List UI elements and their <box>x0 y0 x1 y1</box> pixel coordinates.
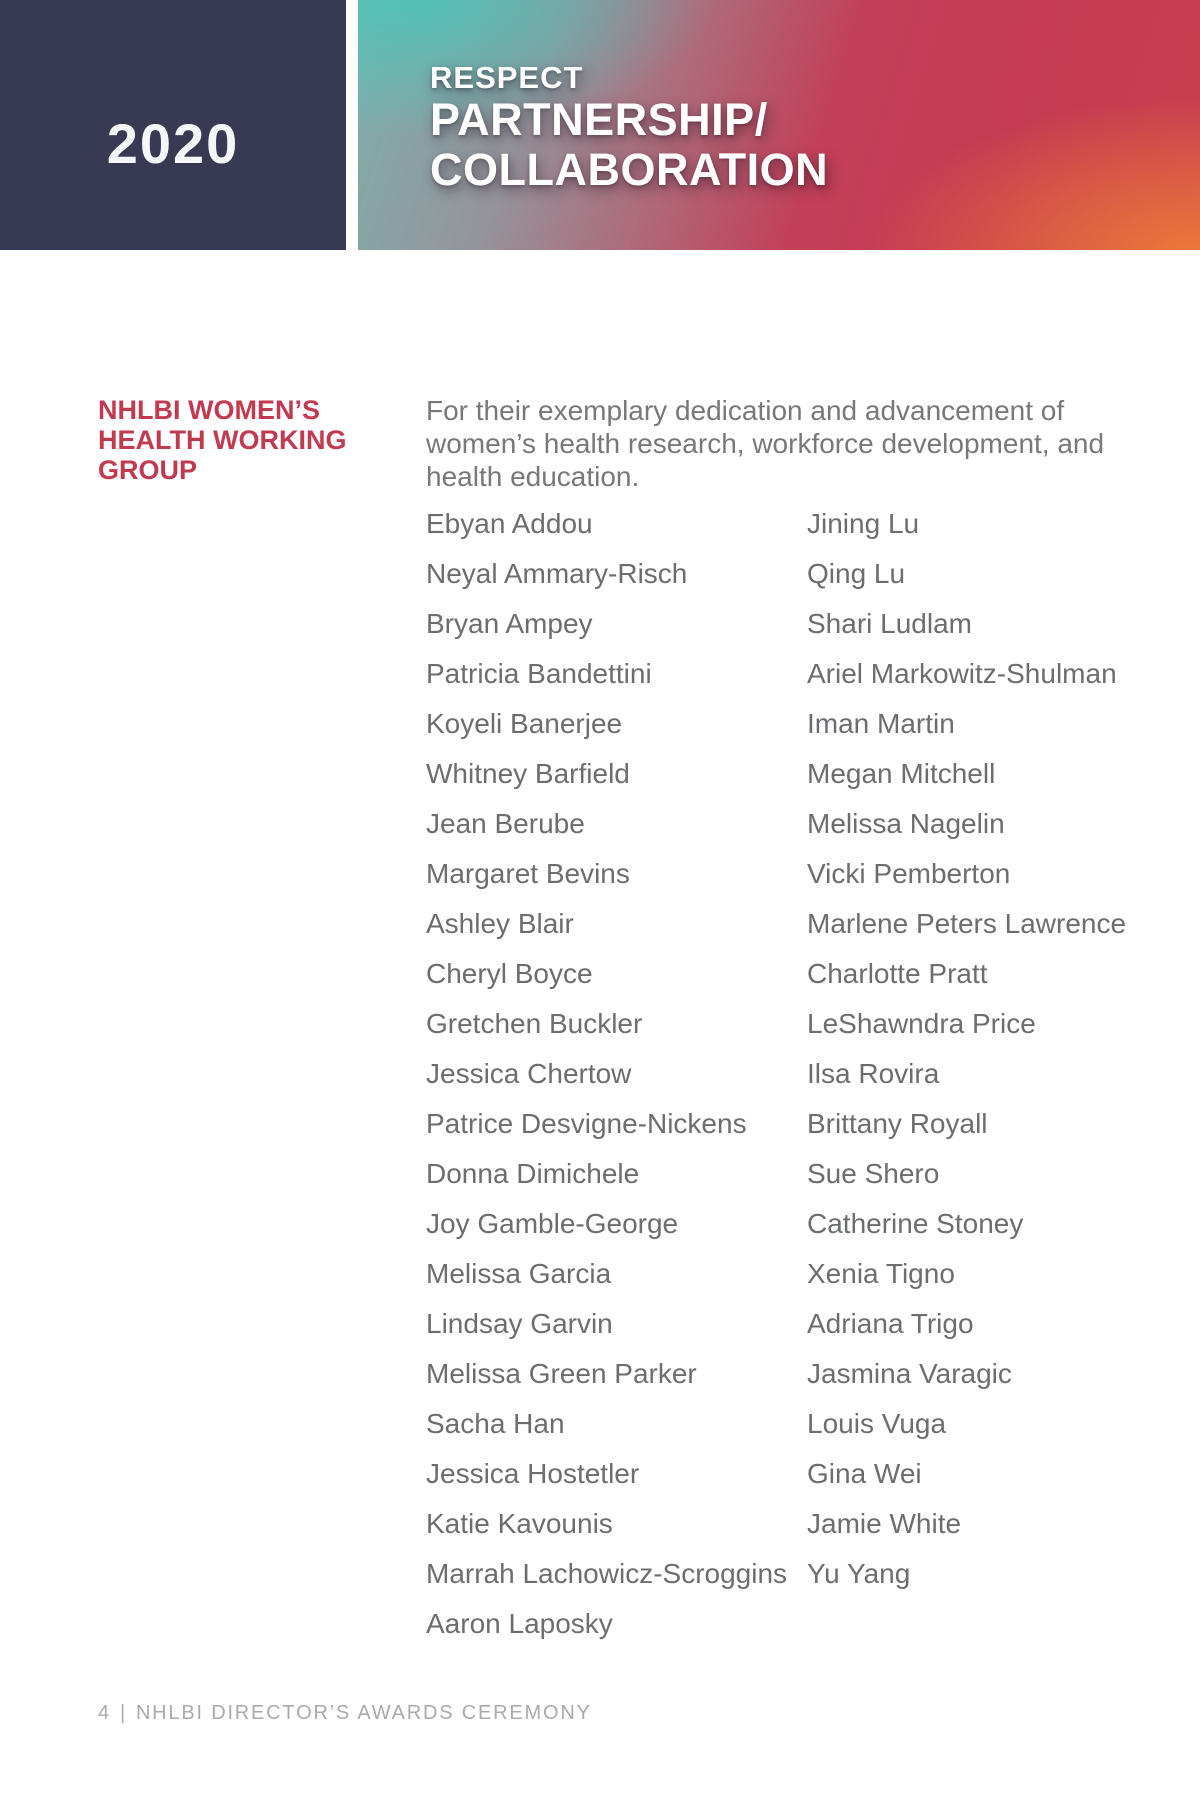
recipient-group-name-line: HEALTH WORKING <box>98 425 347 455</box>
recipient-name: Gretchen Buckler <box>426 1008 643 1039</box>
recipient-name: Qing Lu <box>807 558 906 589</box>
recipient-name: Melissa Green Parker <box>426 1358 697 1389</box>
recipient-name: Jessica Chertow <box>426 1058 632 1089</box>
recipient-group-name-line: NHLBI WOMEN’S <box>98 395 320 425</box>
page-header <box>0 0 1200 250</box>
footer-label: NHLBI DIRECTOR’S AWARDS CEREMONY <box>135 1702 592 1724</box>
award-title-line: COLLABORATION <box>430 144 829 195</box>
recipient-name: Bryan Ampey <box>426 608 593 639</box>
recipient-name: Katie Kavounis <box>426 1508 613 1539</box>
year-panel <box>0 0 346 250</box>
recipient-name: Marlene Peters Lawrence <box>807 908 1127 939</box>
recipient-name: Jamie White <box>807 1508 962 1539</box>
recipient-name: Charlotte Pratt <box>807 958 988 989</box>
recipient-name: Patricia Bandettini <box>426 658 652 689</box>
recipient-name: Whitney Barfield <box>426 758 630 789</box>
recipient-name: Megan Mitchell <box>807 758 996 789</box>
recipient-name: Cheryl Boyce <box>426 958 593 989</box>
banner-text <box>430 62 828 195</box>
citation-line: women’s health research, workforce development, and <box>426 428 1105 459</box>
recipient-name: Neyal Ammary-Risch <box>426 558 688 589</box>
recipient-name: Ashley Blair <box>426 908 574 939</box>
award-title-line: PARTNERSHIP/ <box>430 94 768 145</box>
recipient-group-name-line: GROUP <box>98 455 198 485</box>
recipient-name: Donna Dimichele <box>426 1158 640 1189</box>
recipient-name: Joy Gamble-George <box>426 1208 679 1239</box>
citation-line: health education. <box>426 461 640 492</box>
recipient-name: Jean Berube <box>426 808 585 839</box>
recipient-name: Sacha Han <box>426 1408 565 1439</box>
recipient-name: Gina Wei <box>807 1458 922 1489</box>
recipient-name: Xenia Tigno <box>807 1258 955 1289</box>
recipient-name: Jessica Hostetler <box>426 1458 640 1489</box>
award-kicker: RESPECT <box>430 60 584 95</box>
names-column-1 <box>426 499 787 1649</box>
year-label: 2020 <box>106 112 240 175</box>
recipient-name: Yu Yang <box>807 1558 911 1589</box>
recipient-name: Iman Martin <box>807 708 955 739</box>
recipient-name: Ariel Markowitz-Shulman <box>807 658 1117 689</box>
recipient-name: Vicki Pemberton <box>807 858 1011 889</box>
recipient-name: Melissa Nagelin <box>807 808 1005 839</box>
recipient-name: Patrice Desvigne-Nickens <box>426 1108 747 1139</box>
recipient-name: Marrah Lachowicz-Scroggins <box>426 1558 788 1589</box>
recipient-name: Lindsay Garvin <box>426 1308 613 1339</box>
recipient-name: Louis Vuga <box>807 1408 947 1439</box>
recipient-name: Sue Shero <box>807 1158 940 1189</box>
recipient-name: Jasmina Varagic <box>807 1358 1012 1389</box>
recipient-name: Aaron Laposky <box>426 1608 613 1639</box>
award-category-banner <box>358 0 1200 250</box>
recipient-name: Catherine Stoney <box>807 1208 1024 1239</box>
recipient-name: Koyeli Banerjee <box>426 708 623 739</box>
recipient-name: Jining Lu <box>807 508 920 539</box>
page-number: 4 <box>98 1702 111 1724</box>
recipient-name: Ebyan Addou <box>426 508 593 539</box>
citation-line: For their exemplary dedication and advancement of <box>426 395 1065 426</box>
recipient-name: Shari Ludlam <box>807 608 972 639</box>
names-column-2 <box>807 499 1126 1599</box>
recipient-name: LeShawndra Price <box>807 1008 1036 1039</box>
footer-separator: | <box>119 1702 127 1724</box>
recipient-name: Melissa Garcia <box>426 1258 612 1289</box>
recipient-name: Brittany Royall <box>807 1108 988 1139</box>
recipient-name: Ilsa Rovira <box>807 1058 940 1089</box>
recipient-name: Margaret Bevins <box>426 858 630 889</box>
recipient-name: Adriana Trigo <box>807 1308 974 1339</box>
award-title <box>430 95 828 195</box>
citation-text <box>426 394 1126 493</box>
page-footer <box>98 1701 592 1725</box>
recipient-group-name <box>98 395 358 485</box>
